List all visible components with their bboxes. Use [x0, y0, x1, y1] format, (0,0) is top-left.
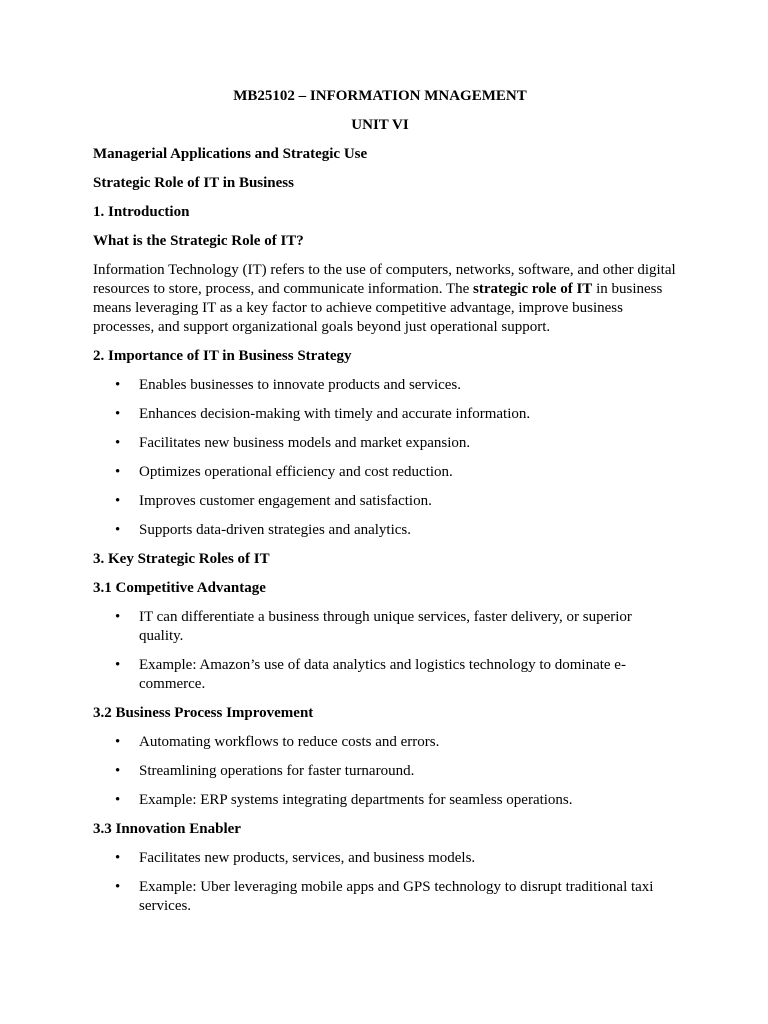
- list-item: [93, 849, 676, 868]
- bullet-icon: •: [115, 609, 121, 625]
- list-item-text: Example: Uber leveraging mobile apps and GPS technology to disrupt traditional taxi services.: [139, 879, 654, 914]
- heading-managerial-applications: Managerial Applications and Strategic Use: [93, 146, 368, 162]
- bullet-icon: •: [115, 763, 121, 779]
- list-item-text: Example: ERP systems integrating departments for seamless operations.: [139, 792, 573, 808]
- bullet-icon: •: [115, 435, 121, 451]
- course-title: MB25102 – INFORMATION MNAGEMENT: [233, 88, 527, 104]
- list-item-text: Enhances decision-making with timely and accurate information.: [139, 406, 531, 422]
- list-item-text: Facilitates new products, services, and business models.: [139, 850, 476, 866]
- list-item-text: Example: Amazon’s use of data analytics and logistics technology to dominate e-commerce.: [139, 657, 626, 692]
- heading-strategic-role: Strategic Role of IT in Business: [93, 175, 294, 191]
- intro-text-bold: strategic role of IT: [473, 281, 593, 297]
- bullet-icon: •: [115, 493, 121, 509]
- list-item: [93, 762, 676, 781]
- list-item-text: Facilitates new business models and market expansion.: [139, 435, 471, 451]
- section-3-title: 3. Key Strategic Roles of IT: [93, 551, 270, 567]
- section-3-3-title: 3.3 Innovation Enabler: [93, 821, 241, 837]
- list-item-text: Automating workflows to reduce costs and errors.: [139, 734, 440, 750]
- list-item-text: Supports data-driven strategies and analytics.: [139, 522, 412, 538]
- section-2-title: 2. Importance of IT in Business Strategy: [93, 348, 352, 364]
- bullet-icon: •: [115, 522, 121, 538]
- list-item: [93, 376, 676, 395]
- list-item: [93, 791, 676, 810]
- bullet-icon: •: [115, 792, 121, 808]
- process-improvement-list: [93, 733, 676, 810]
- bullet-icon: •: [115, 657, 121, 673]
- section-1-title: 1. Introduction: [93, 204, 190, 220]
- list-item-text: Optimizes operational efficiency and cost reduction.: [139, 464, 453, 480]
- list-item-text: Enables businesses to innovate products and services.: [139, 377, 462, 393]
- competitive-advantage-list: [93, 608, 676, 694]
- importance-list: [93, 376, 676, 540]
- section-3-2-title: 3.2 Business Process Improvement: [93, 705, 314, 721]
- list-item-text: IT can differentiate a business through unique services, faster delivery, or superior quality.: [139, 609, 632, 644]
- list-item-text: Improves customer engagement and satisfaction.: [139, 493, 432, 509]
- intro-text-part1: Information Technology (IT) refers to the use of computers, networks, software, and other digital resources to store, process, and communicate information. The: [93, 262, 676, 297]
- list-item: [93, 434, 676, 453]
- section-3-1-title: 3.1 Competitive Advantage: [93, 580, 266, 596]
- bullet-icon: •: [115, 850, 121, 866]
- bullet-icon: •: [115, 464, 121, 480]
- innovation-enabler-list: [93, 849, 676, 916]
- list-item: [93, 405, 676, 424]
- list-item-text: Streamlining operations for faster turnaround.: [139, 763, 415, 779]
- list-item: [93, 878, 676, 916]
- list-item: [93, 608, 676, 646]
- list-item: [93, 733, 676, 752]
- list-item: [93, 656, 676, 694]
- list-item: [93, 463, 676, 482]
- list-item: [93, 492, 676, 511]
- bullet-icon: •: [115, 377, 121, 393]
- list-item: [93, 521, 676, 540]
- intro-text-part2: in business means leveraging IT as a key factor to achieve competitive advantage, improve business processes, and support organizational goals beyond just operational support.: [93, 281, 663, 335]
- bullet-icon: •: [115, 879, 121, 895]
- section-1-question: What is the Strategic Role of IT?: [93, 233, 304, 249]
- bullet-icon: •: [115, 734, 121, 750]
- unit-title: UNIT VI: [351, 117, 409, 133]
- bullet-icon: •: [115, 406, 121, 422]
- introduction-paragraph: [93, 261, 676, 337]
